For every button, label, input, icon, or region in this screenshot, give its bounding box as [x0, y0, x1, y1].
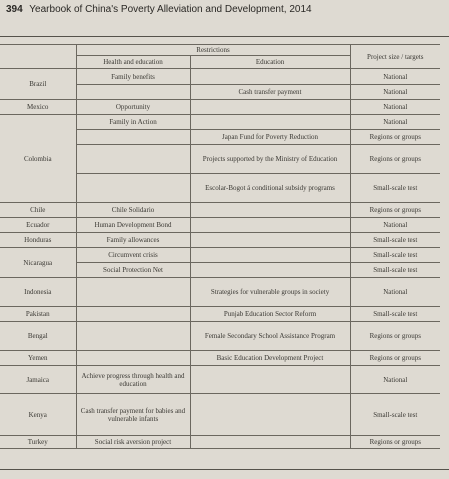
table-row	[0, 233, 440, 248]
project-cell: National	[350, 69, 440, 85]
header-rule	[0, 36, 449, 37]
project-cell: Regions or groups	[350, 436, 440, 449]
education-cell	[190, 69, 350, 85]
table-row	[0, 278, 440, 307]
country-cell: Ecuador	[0, 218, 76, 233]
table-row	[0, 218, 440, 233]
health-cell: Social risk aversion project	[76, 436, 190, 449]
education-cell: Female Secondary School Assistance Program	[190, 322, 350, 351]
education-cell: Punjab Education Sector Reform	[190, 307, 350, 322]
country-cell: Nicaragua	[0, 248, 76, 278]
country-header-cell	[0, 45, 76, 69]
education-cell	[190, 115, 350, 130]
project-cell: Small-scale test	[350, 263, 440, 278]
education-cell	[190, 394, 350, 436]
health-cell	[76, 130, 190, 145]
project-cell: Regions or groups	[350, 145, 440, 174]
table-row	[0, 351, 440, 366]
page-number: 394	[6, 4, 23, 15]
education-cell: Cash transfer payment	[190, 85, 350, 100]
table-row	[0, 394, 440, 436]
country-cell: Colombia	[0, 115, 76, 203]
health-cell: Family benefits	[76, 69, 190, 85]
project-cell: National	[350, 115, 440, 130]
education-cell: Projects supported by the Ministry of Education	[190, 145, 350, 174]
health-cell: Achieve progress through health and education	[76, 366, 190, 394]
education-cell: Strategies for vulnerable groups in society	[190, 278, 350, 307]
country-cell: Pakistan	[0, 307, 76, 322]
table-row	[0, 366, 440, 394]
restrictions-header: Restrictions	[76, 45, 350, 56]
project-cell: Regions or groups	[350, 203, 440, 218]
project-cell: National	[350, 100, 440, 115]
education-cell: Basic Education Development Project	[190, 351, 350, 366]
education-cell: Japan Fund for Poverty Reduction	[190, 130, 350, 145]
project-cell: Regions or groups	[350, 322, 440, 351]
health-cell: Opportunity	[76, 100, 190, 115]
country-cell: Turkey	[0, 436, 76, 449]
education-cell	[190, 248, 350, 263]
health-cell	[76, 351, 190, 366]
health-cell: Circumvent crisis	[76, 248, 190, 263]
country-cell: Honduras	[0, 233, 76, 248]
health-cell	[76, 322, 190, 351]
table-row	[0, 115, 440, 130]
project-cell: Small-scale test	[350, 394, 440, 436]
country-cell: Jamaica	[0, 366, 76, 394]
health-cell: Social Protection Net	[76, 263, 190, 278]
country-cell: Yemen	[0, 351, 76, 366]
project-cell: Regions or groups	[350, 130, 440, 145]
policy-table	[0, 44, 440, 449]
country-cell: Kenya	[0, 394, 76, 436]
health-cell	[76, 85, 190, 100]
health-cell: Family allowances	[76, 233, 190, 248]
health-cell	[76, 174, 190, 203]
project-cell: Small-scale test	[350, 307, 440, 322]
table-header-row	[0, 45, 440, 56]
education-cell	[190, 203, 350, 218]
project-cell: National	[350, 278, 440, 307]
education-cell	[190, 233, 350, 248]
education-cell	[190, 263, 350, 278]
country-cell: Brazil	[0, 69, 76, 100]
education-cell	[190, 366, 350, 394]
health-cell	[76, 145, 190, 174]
table-bottom-rule	[0, 469, 449, 470]
table-row	[0, 69, 440, 85]
project-size-header: Project size / targets	[350, 45, 440, 69]
health-cell: Family in Action	[76, 115, 190, 130]
country-cell: Bengal	[0, 322, 76, 351]
health-education-header: Health and education	[76, 56, 190, 69]
health-cell: Cash transfer payment for babies and vulnerable infants	[76, 394, 190, 436]
project-cell: National	[350, 366, 440, 394]
book-title: Yearbook of China's Poverty Alleviation and Development, 2014	[29, 4, 312, 15]
country-cell: Chile	[0, 203, 76, 218]
health-cell	[76, 307, 190, 322]
project-cell: Small-scale test	[350, 233, 440, 248]
page-header	[6, 4, 312, 15]
project-cell: National	[350, 85, 440, 100]
country-cell: Mexico	[0, 100, 76, 115]
project-cell: Small-scale test	[350, 248, 440, 263]
education-cell: Escolar-Bogot á conditional subsidy programs	[190, 174, 350, 203]
health-cell	[76, 278, 190, 307]
table-row	[0, 436, 440, 449]
education-cell	[190, 100, 350, 115]
education-cell	[190, 218, 350, 233]
project-cell: Small-scale test	[350, 174, 440, 203]
education-cell	[190, 436, 350, 449]
education-header: Education	[190, 56, 350, 69]
health-cell: Human Development Bond	[76, 218, 190, 233]
table-row	[0, 307, 440, 322]
country-cell: Indonesia	[0, 278, 76, 307]
table-row	[0, 248, 440, 263]
project-cell: Regions or groups	[350, 351, 440, 366]
project-cell: National	[350, 218, 440, 233]
table-row	[0, 100, 440, 115]
table-row	[0, 203, 440, 218]
health-cell: Chile Solidario	[76, 203, 190, 218]
table-row	[0, 322, 440, 351]
